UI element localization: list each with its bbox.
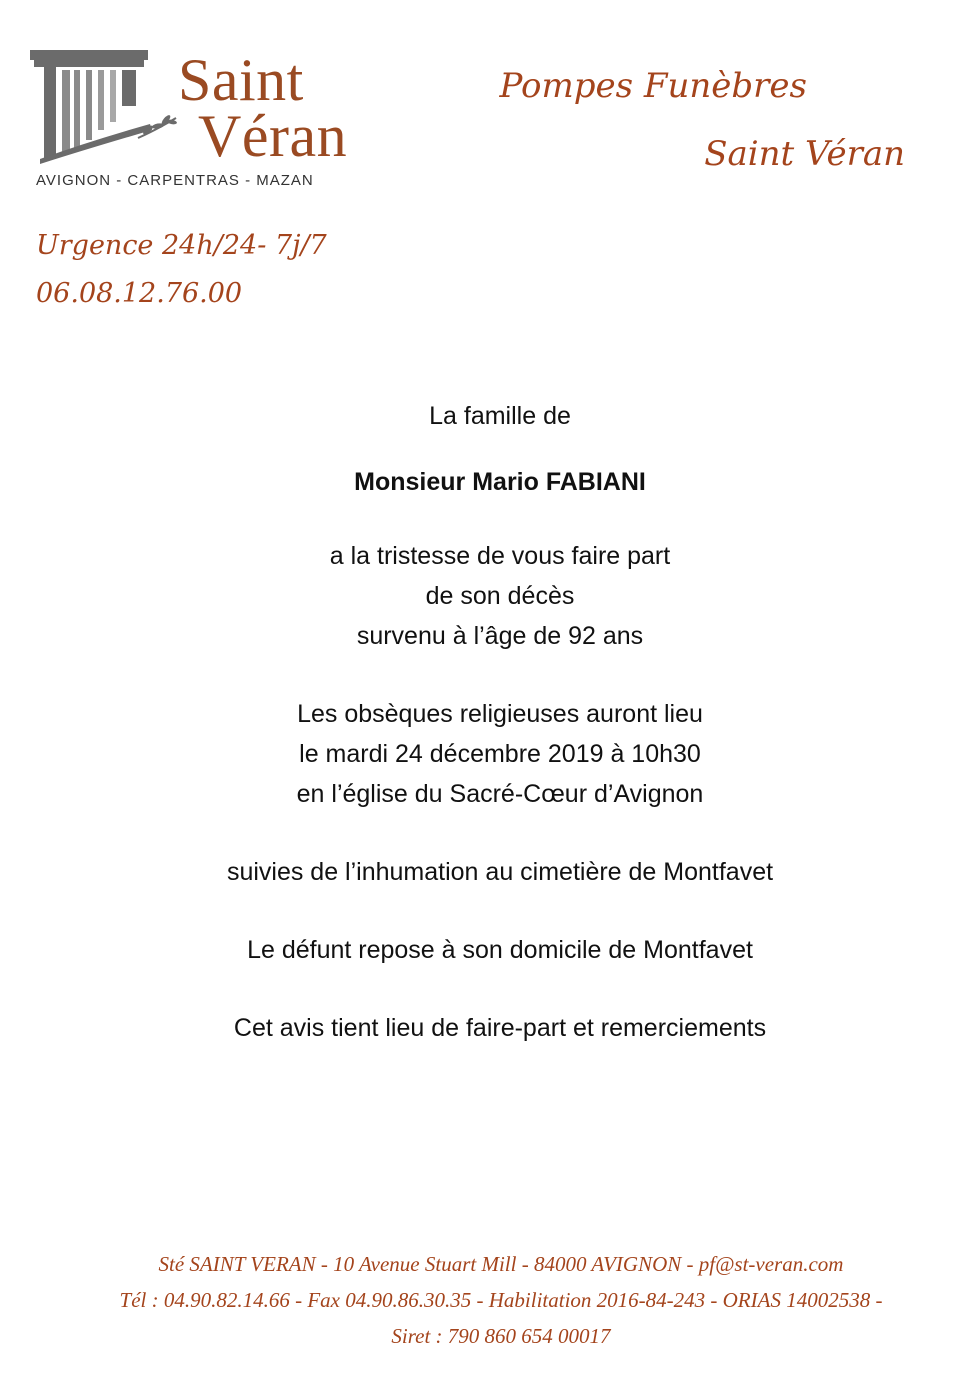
- ceremony-line: le mardi 24 décembre 2019 à 10h30: [299, 740, 701, 768]
- logo-word-veran: Véran: [198, 103, 348, 169]
- footer-contacts: Tél : 04.90.82.14.66 - Fax 04.90.86.30.35 - Habilitation 2016-84-243 - ORIAS 14002538 -: [119, 1288, 883, 1312]
- company-footer: [0, 1246, 971, 1354]
- notice-line: de son décès: [425, 582, 575, 610]
- temple-column-icon: [30, 46, 180, 166]
- logo-tagline: AVIGNON - CARPENTRAS - MAZAN: [36, 172, 314, 189]
- notice-line: a la tristesse de vous faire part: [329, 542, 671, 570]
- company-logo: [30, 46, 375, 196]
- notice-intro: La famille de: [429, 402, 571, 430]
- header-title-line2: Saint Véran: [704, 134, 905, 174]
- notice-line: survenu à l’âge de 92 ans: [356, 622, 644, 650]
- death-notice: [0, 396, 971, 1048]
- closing-line: Cet avis tient lieu de faire-part et remerciements: [233, 1014, 767, 1042]
- urgence-label: Urgence 24h/24- 7j/7: [36, 230, 327, 261]
- ceremony-line: Les obsèques religieuses auront lieu: [297, 700, 703, 728]
- rest-line: Le défunt repose à son domicile de Montfavet: [247, 936, 753, 964]
- ceremony-line: en l’église du Sacré-Cœur d’Avignon: [296, 780, 704, 808]
- footer-siret: Siret : 790 860 654 00017: [391, 1324, 611, 1348]
- header-title-line1: Pompes Funèbres: [499, 66, 807, 106]
- urgence-phone: 06.08.12.76.00: [36, 278, 243, 309]
- footer-address: Sté SAINT VERAN - 10 Avenue Stuart Mill - 84000 AVIGNON - pf@st-veran.com: [158, 1252, 844, 1276]
- burial-line: suivies de l’inhumation au cimetière de Montfavet: [226, 858, 774, 886]
- logo-word-saint: Saint: [178, 47, 304, 113]
- deceased-name: Monsieur Mario FABIANI: [354, 468, 646, 496]
